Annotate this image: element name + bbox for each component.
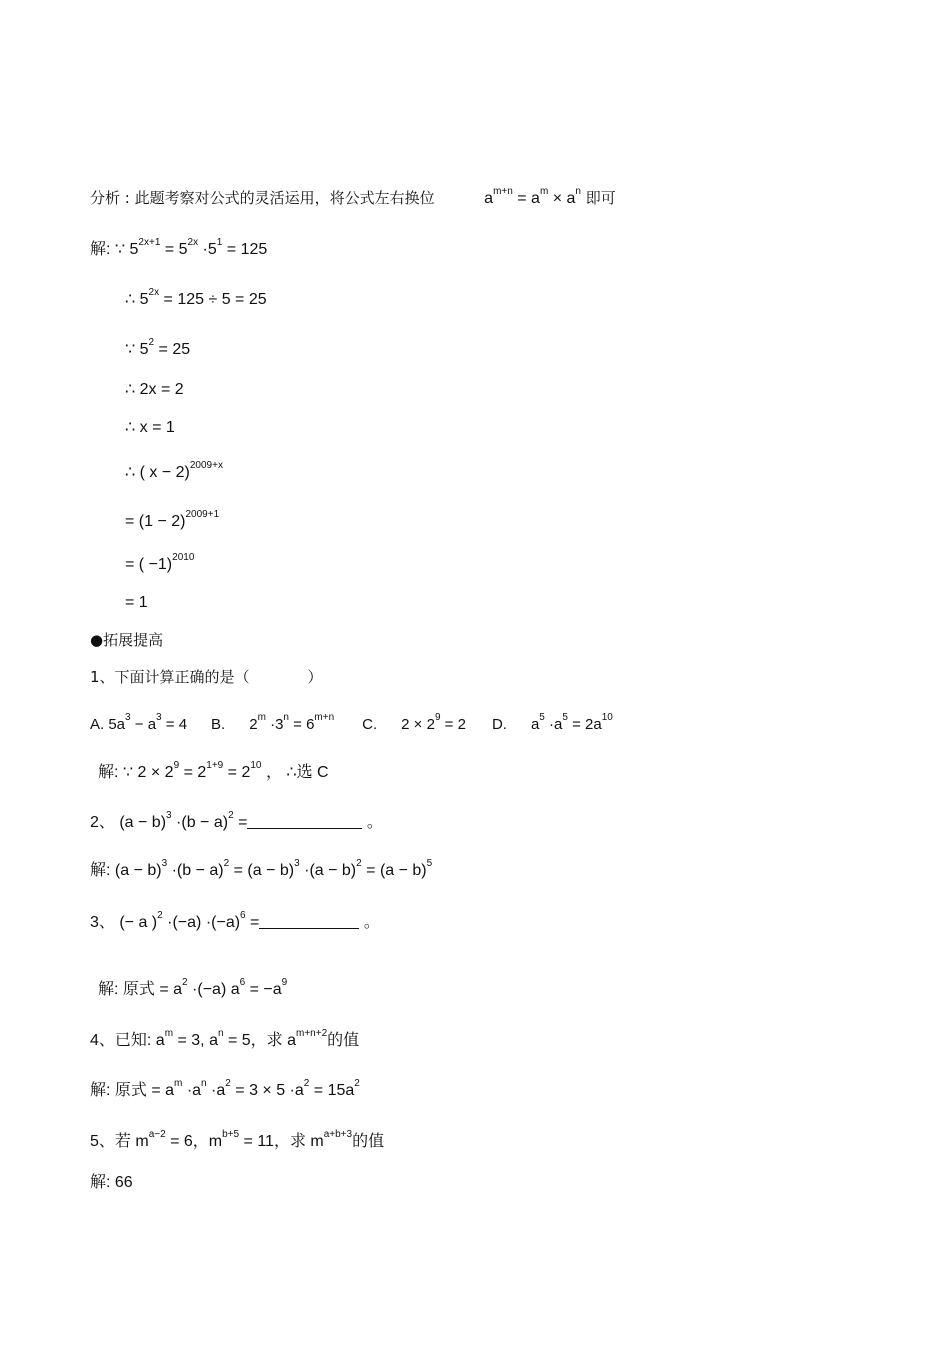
q2-stem: 2、 $(a - b)^3 \cdot(b - a)^2$ = 。 xyxy=(90,810,383,831)
q3-stem: 3、 (− a )$^2 \cdot(-a) \cdot(-a)^6$ = 。 xyxy=(90,910,380,931)
q1-answer: 解: ∵ $2 \times 2^9 = 2^{1+9} = 2^{10}$ ， ∴选 C xyxy=(98,760,329,781)
q4-answer: 解: 原式 = $a^m \cdot a^n \cdot a^2 = 3 \times 5 \cdot a^2 = 15a^2$ xyxy=(90,1078,360,1099)
q3-answer-blank[interactable] xyxy=(259,928,359,929)
section-title: ●拓展提高 xyxy=(90,631,164,649)
q1-option-a: A. $5a^3 - a^3 = 4$ xyxy=(90,712,188,733)
solution-line-9: = 1 xyxy=(125,594,148,611)
q1-option-c: C. $2 \times 2^9 = 2$ D. $a^5 \cdot a^5 = 2a^{10}$ xyxy=(362,712,613,733)
q1-stem: 1、下面计算正确的是（ ） xyxy=(90,668,323,686)
q2-answer-blank[interactable] xyxy=(247,828,362,829)
solution-line-3: ∵ $5^2 = 25$ xyxy=(125,337,191,358)
analysis-label: 分析 : 此题考察对公式的灵活运用，将公式左右换位 xyxy=(90,189,435,207)
solution-line-1: 解: ∵ $5^{2x+1} = 5^{2x} \cdot 5^1 = 125$ xyxy=(90,237,268,258)
q2-answer: 解: $(a - b)^3 \cdot(b - a)^2 = (a - b)^3 \cdot(a - b)^2 = (a - b)^5$ xyxy=(90,858,433,879)
analysis-tail: 即可 xyxy=(580,189,616,207)
q5-stem: 5、若 $m^{a-2} = 6$，$m^{b+5} = 11$，求 $m^{a+b+3}$的值 xyxy=(90,1129,385,1150)
analysis-line xyxy=(90,188,616,209)
q1-option-b: B. $2^m \cdot 3^n = 6^{m+n}$ xyxy=(211,712,335,733)
q1-option-d: D. $a^5 \cdot a^5 = 2a^{10}$ xyxy=(491,712,613,733)
q5-answer: 解: 66 xyxy=(90,1174,133,1191)
solution-line-7: = $(1 - 2)^{2009+1}$ xyxy=(125,509,220,530)
solution-line-8: = ( −1)$^{2010}$ xyxy=(125,552,195,573)
solution-line-4: ∴ 2x = 2 xyxy=(125,381,184,398)
solution-line-2: ∴ $5^{2x} = 125 \div 5 = 25$ xyxy=(125,287,267,308)
q4-stem: 4、已知: $a^m = 3$, $a^n = 5$，求 $a^{m+n+2}$的值 xyxy=(90,1028,360,1049)
q1-options xyxy=(90,712,613,735)
analysis-formula: $a^{m+n} = a^m \times a^n$ xyxy=(484,186,581,207)
q3-answer: 解: 原式 = $a^2 \cdot(-a) a^6 = -a^9$ xyxy=(98,977,288,998)
solution-line-6: ∴ ( x − 2)$^{2009+x}$ xyxy=(125,460,223,481)
solution-line-5: ∴ x = 1 xyxy=(125,419,175,436)
